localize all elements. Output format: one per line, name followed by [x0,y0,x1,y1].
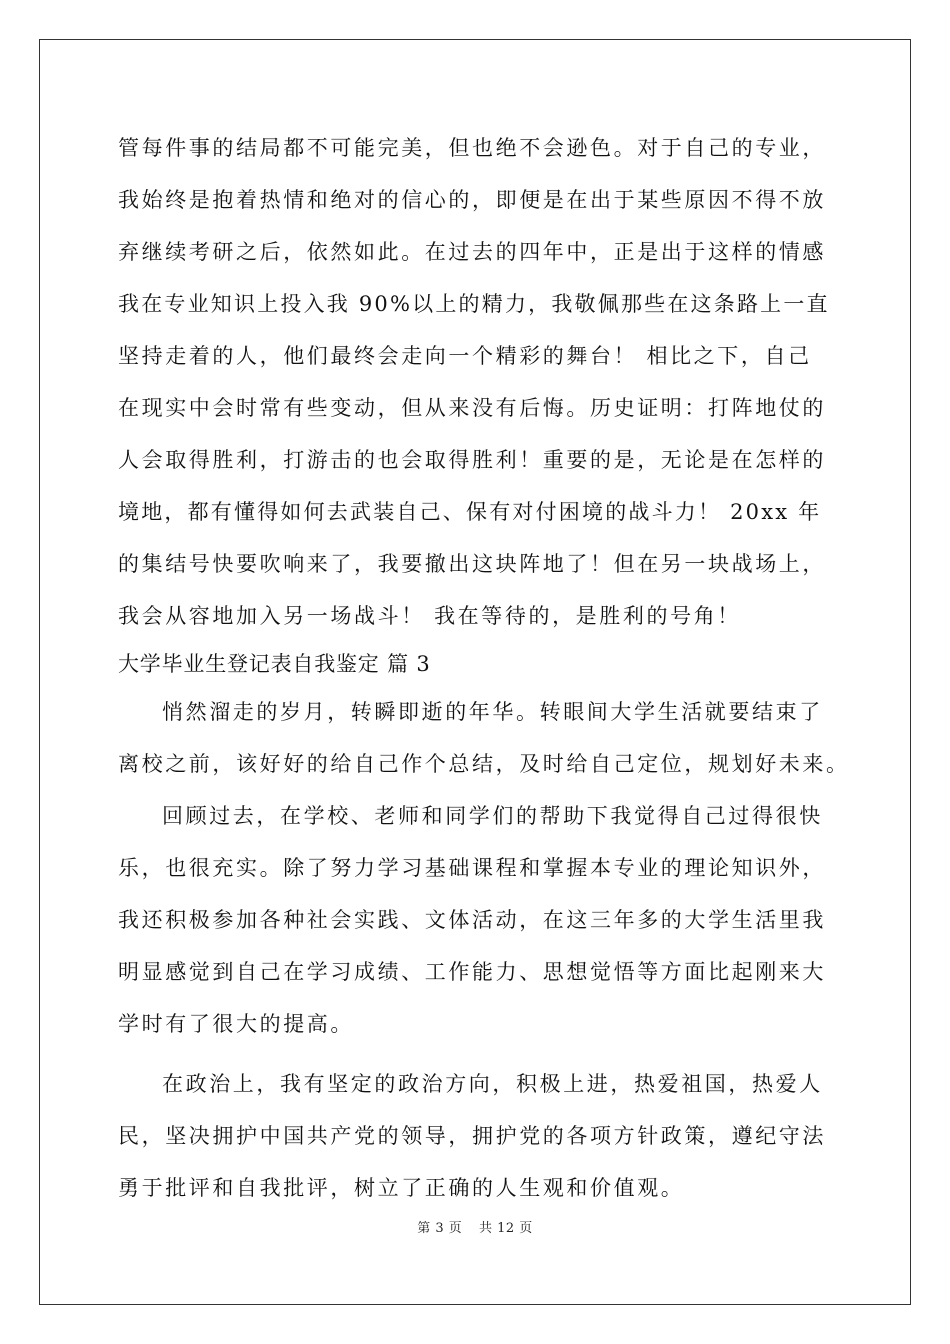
paragraph-line: 勇于批评和自我批评，树立了正确的人生观和价值观。 [118,1176,685,1200]
page-total: 共 12 页 [478,1221,533,1236]
paragraph-line: 我还积极参加各种社会实践、文体活动，在这三年多的大学生活里我 [118,908,826,932]
section-heading: 大学毕业生登记表自我鉴定 篇 3 [118,652,431,676]
text-line: 人会取得胜利，打游击的也会取得胜利！重要的是，无论是在怎样的 [118,448,826,472]
text-line: 坚持走着的人，他们最终会走向一个精彩的舞台！ 相比之下，自己 [118,344,812,368]
text-line: 弃继续考研之后，依然如此。在过去的四年中，正是出于这样的情感 [118,240,826,264]
page-footer [0,1217,950,1236]
text-line: 我会从容地加入另一场战斗！ 我在等待的，是胜利的号角！ [118,604,741,628]
text-line: 在现实中会时常有些变动，但从来没有后悔。历史证明：打阵地仗的 [118,396,826,420]
paragraph-line: 在政治上，我有坚定的政治方向，积极上进，热爱祖国，热爱人 [162,1072,823,1096]
text-line: 管每件事的结局都不可能完美，但也绝不会逊色。对于自己的专业， [118,136,826,160]
paragraph-line: 回顾过去，在学校、老师和同学们的帮助下我觉得自己过得很快 [162,804,823,828]
page-number: 第 3 页 [417,1221,463,1236]
text-line: 我在专业知识上投入我 90%以上的精力，我敬佩那些在这条路上一直 [118,292,830,316]
text-line: 的集结号快要吹响来了，我要撤出这块阵地了！但在另一块战场上， [118,552,826,576]
paragraph-line: 明显感觉到自己在学习成绩、工作能力、思想觉悟等方面比起刚来大 [118,960,826,984]
paragraph-line: 悄然溜走的岁月，转瞬即逝的年华。转眼间大学生活就要结束了 [162,700,823,724]
paragraph-line: 民，坚决拥护中国共产党的领导，拥护党的各项方针政策，遵纪守法 [118,1124,826,1148]
text-line: 境地，都有懂得如何去武装自己、保有对付困境的战斗力！ 20xx 年 [118,500,822,524]
paragraph-line: 乐，也很充实。除了努力学习基础课程和掌握本专业的理论知识外， [118,856,826,880]
paragraph-line: 学时有了很大的提高。 [118,1012,354,1036]
paragraph-line: 离校之前，该好好的给自己作个总结，及时给自己定位，规划好未来。 [118,752,850,776]
document-body [118,122,850,1214]
text-line: 我始终是抱着热情和绝对的信心的，即便是在出于某些原因不得不放 [118,188,826,212]
